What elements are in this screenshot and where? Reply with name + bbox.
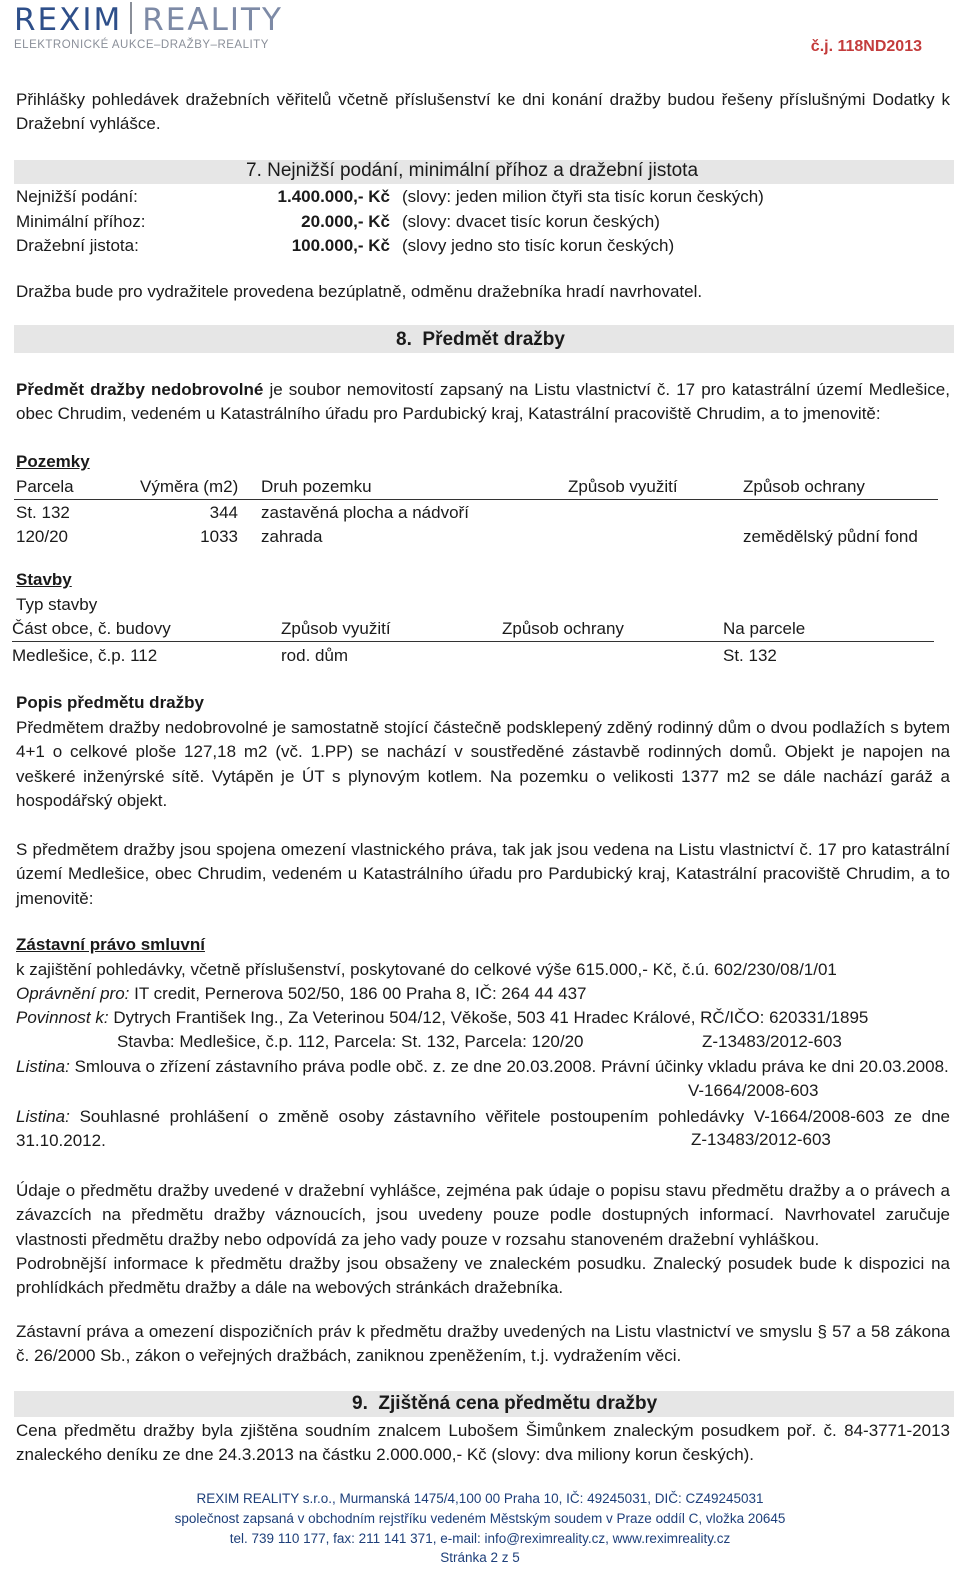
limits-paragraph: S předmětem dražby jsou spojena omezení vlastnického práva, tak jak jsou vedena na Listu vlastnictví č. 17 pro katastrální území Medlešice, obec Chrudim, vedeném u Katastrálního úřadu pro Pardubický kraj, Katastrální pracoviště Chrudim, a to jmenovitě: (16, 840, 950, 908)
lien-line-obliged (16, 1008, 868, 1028)
section-8-title (396, 329, 565, 351)
buildings-header-rule (12, 641, 934, 642)
section-9-heading: Zjištěná cena předmětu dražby (378, 1393, 658, 1414)
lien-ref-1: Z-13483/2012-603 (702, 1032, 842, 1051)
amount-lowest-bid: 1.400.000,- Kč (277, 187, 390, 206)
lien-deed-text: Souhlasné prohlášení o změně osoby zástavního věřitele postoupením pohledávky V-1664/2008-603 ze dne 31.10.2012. (16, 1107, 950, 1151)
label-lowest-bid: Nejnižší podání: (16, 187, 138, 206)
section-8-intro (16, 378, 950, 427)
lands-col-area: Výměra (m2) (140, 477, 239, 496)
lands-cell-protection: zemědělský půdní fond (743, 527, 918, 546)
label-min-increment: Minimální příhoz: (16, 212, 146, 231)
lands-heading: Pozemky (16, 452, 90, 471)
lien-entitled-label: Oprávnění pro: (16, 984, 130, 1003)
logo-word-rexim: REXIM (14, 2, 123, 38)
words-deposit: (slovy jedno sto tisíc korun českých) (402, 236, 675, 255)
description-paragraph: Předmětem dražby nedobrovolné je samostatně stojící částečně podsklepený zděný rodinný dům o dvou podlažích s bytem 4+1 o celkové ploše 127,18 m2 (vč. 1.PP) se nachází v soustředěné zástavbě rodinných domů. Objekt je napojen na veškeré inženýrské sítě. Vytápěn je ÚT s plynovým kotlem. Na pozemku o velikosti 1377 m2 se dále nachází garáž a hospodářský objekt. (16, 718, 950, 811)
lien-obliged-text: Dytrych František Ing., Za Veterinou 504/12, Věkoše, 503 41 Hradec Králové, RČ/IČO: 620331/1895 (108, 1008, 869, 1027)
lien-line-deed-1 (16, 1057, 949, 1077)
buildings-cell-usage: rod. dům (281, 646, 349, 665)
lien-line-claim: k zajištění pohledávky, včetně příslušenství, poskytované do celkové výše 615.000,- Kč, č.ú. 602/230/08/1/01 (16, 960, 837, 979)
lands-col-protection: Způsob ochrany (743, 477, 865, 496)
footer-registry: společnost zapsaná v obchodním rejstříku vedeném Městským soudem v Praze oddíl C, vložka 20645 (174, 1511, 786, 1526)
lien-deed-text: Smlouva o zřízení zástavního práva podle obč. z. ze dne 20.03.2008. Právní účinky vkladu práva ke dni 20.03.2008. (69, 1057, 949, 1076)
section-9-title (352, 1393, 657, 1415)
section-9-number: 9. (352, 1393, 368, 1414)
footer-page-number: Stránka 2 z 5 (440, 1550, 520, 1565)
buildings-col-parcel: Na parcele (723, 619, 806, 638)
section-8-number: 8. (396, 329, 412, 350)
section-7-note: Dražba bude pro vydražitele provedena bezúplatně, odměnu dražebníka hradí navrhovatel. (16, 282, 703, 301)
subject-bold-label: Předmět dražby nedobrovolné (16, 380, 264, 399)
lien-ref-2: V-1664/2008-603 (688, 1081, 819, 1100)
reference-number: č.j. 118ND2013 (810, 38, 922, 55)
buildings-col-part: Část obce, č. budovy (12, 619, 171, 638)
amount-min-increment: 20.000,- Kč (301, 212, 390, 231)
lands-cell-area: 1033 (200, 527, 238, 546)
buildings-col-protection: Způsob ochrany (502, 619, 624, 638)
section-7-title: 7. Nejnižší podání, minimální příhoz a dražební jistota (246, 160, 699, 181)
section-8-heading: Předmět dražby (422, 329, 565, 350)
buildings-type-label: Typ stavby (16, 595, 98, 614)
lands-cell-area: 344 (209, 503, 238, 522)
amount-deposit: 100.000,- Kč (291, 236, 390, 255)
info-paragraph-1: Údaje o předmětu dražby uvedené v dražební vyhlášce, zejména pak údaje o popisu stavu předmětu dražby a o právech a závazcích na předmětu dražby váznoucích, jsou uvedeny pouze podle dostupných informací. Navrhovatel zaručuje vlastnosti předmětu dražby nebo odpovídá za jeho vady pouze v rozsahu stanoveném dražební vyhláškou. (16, 1181, 950, 1249)
lands-col-usage: Způsob využití (568, 477, 678, 496)
label-deposit: Dražební jistota: (16, 236, 139, 255)
footer-company: REXIM REALITY s.r.o., Murmanská 1475/4,100 00 Praha 10, IČ: 49245031, DIČ: CZ49245031 (196, 1491, 764, 1506)
lands-cell-parcel: 120/20 (16, 527, 68, 546)
lien-obliged-label: Povinnost k: (16, 1008, 109, 1027)
words-lowest-bid: (slovy: jeden milion čtyři sta tisíc korun českých) (402, 187, 764, 206)
lands-cell-type: zahrada (261, 527, 323, 546)
lien-deed-label: Listina: (16, 1107, 70, 1126)
buildings-col-usage: Způsob využití (281, 619, 391, 638)
intro-paragraph: Přihlášky pohledávek dražebních věřitelů včetně příslušenství ke dni konání dražby budou řešeny příslušnými Dodatky k Dražební vyhlášce. (16, 90, 950, 134)
lien-ref-3: Z-13483/2012-603 (691, 1130, 831, 1149)
buildings-cell-part: Medlešice, č.p. 112 (12, 646, 158, 665)
logo-word-reality: REALITY (142, 2, 283, 38)
info-paragraph-2: Podrobnější informace k předmětu dražby jsou obsaženy ve znaleckém posudku. Znalecký posudek bude k dispozici na prohlídkách předmětu dražby a dále na webových stránkách dražebníka. (16, 1254, 950, 1298)
lands-col-type: Druh pozemku (261, 477, 372, 496)
company-logo (14, 2, 283, 38)
subject-intro-text: je soubor nemovitostí zapsaný na Listu vlastnictví č. 17 pro katastrální území Medlešice, obec Chrudim, vedeném u Katastrálního úřadu pro Pardubický kraj, Katastrální pracoviště Chrudim, a to jmenovitě: (16, 380, 950, 424)
lands-col-parcel: Parcela (16, 477, 74, 496)
lien-heading: Zástavní právo smluvní (16, 935, 205, 954)
logo-tagline: ELEKTRONICKÉ AUKCE–DRAŽBY–REALITY (14, 39, 269, 51)
lien-deed-label: Listina: (16, 1057, 70, 1076)
words-min-increment: (slovy: dvacet tisíc korun českých) (402, 212, 660, 231)
lands-cell-parcel: St. 132 (16, 503, 70, 522)
buildings-heading: Stavby (16, 570, 72, 589)
lien-line-entitled (16, 984, 587, 1004)
lien-entitled-text: IT credit, Pernerova 502/50, 186 00 Praha 8, IČ: 264 44 437 (129, 984, 587, 1003)
lands-cell-type: zastavěná plocha a nádvoří (261, 503, 469, 522)
lands-header-rule (14, 499, 938, 500)
description-heading: Popis předmětu dražby (16, 693, 204, 712)
lien-line-building: Stavba: Medlešice, č.p. 112, Parcela: St. 132, Parcela: 120/20 (117, 1032, 584, 1051)
logo-divider (130, 2, 132, 34)
section-9-text: Cena předmětu dražby byla zjištěna soudním znalcem Lubošem Šimůnkem znaleckým posudkem poř. č. 84-3771-2013 znaleckého deníku ze dne 24.3.2013 na částku 2.000.000,- Kč (slovy: dva miliony korun českých). (16, 1421, 950, 1465)
buildings-cell-parcel: St. 132 (723, 646, 777, 665)
footer-contact: tel. 739 110 177, fax: 211 141 371, e-mail: info@reximreality.cz, www.reximreality.cz (229, 1531, 731, 1546)
info-paragraph-3: Zástavní práva a omezení dispozičních práv k předmětu dražby uvedených na Listu vlastnictví ve smyslu § 57 a 58 zákona č. 26/2000 Sb., zákon o veřejných dražbách, zaniknou zpeněžením, t.j. vydražením věci. (16, 1322, 950, 1366)
